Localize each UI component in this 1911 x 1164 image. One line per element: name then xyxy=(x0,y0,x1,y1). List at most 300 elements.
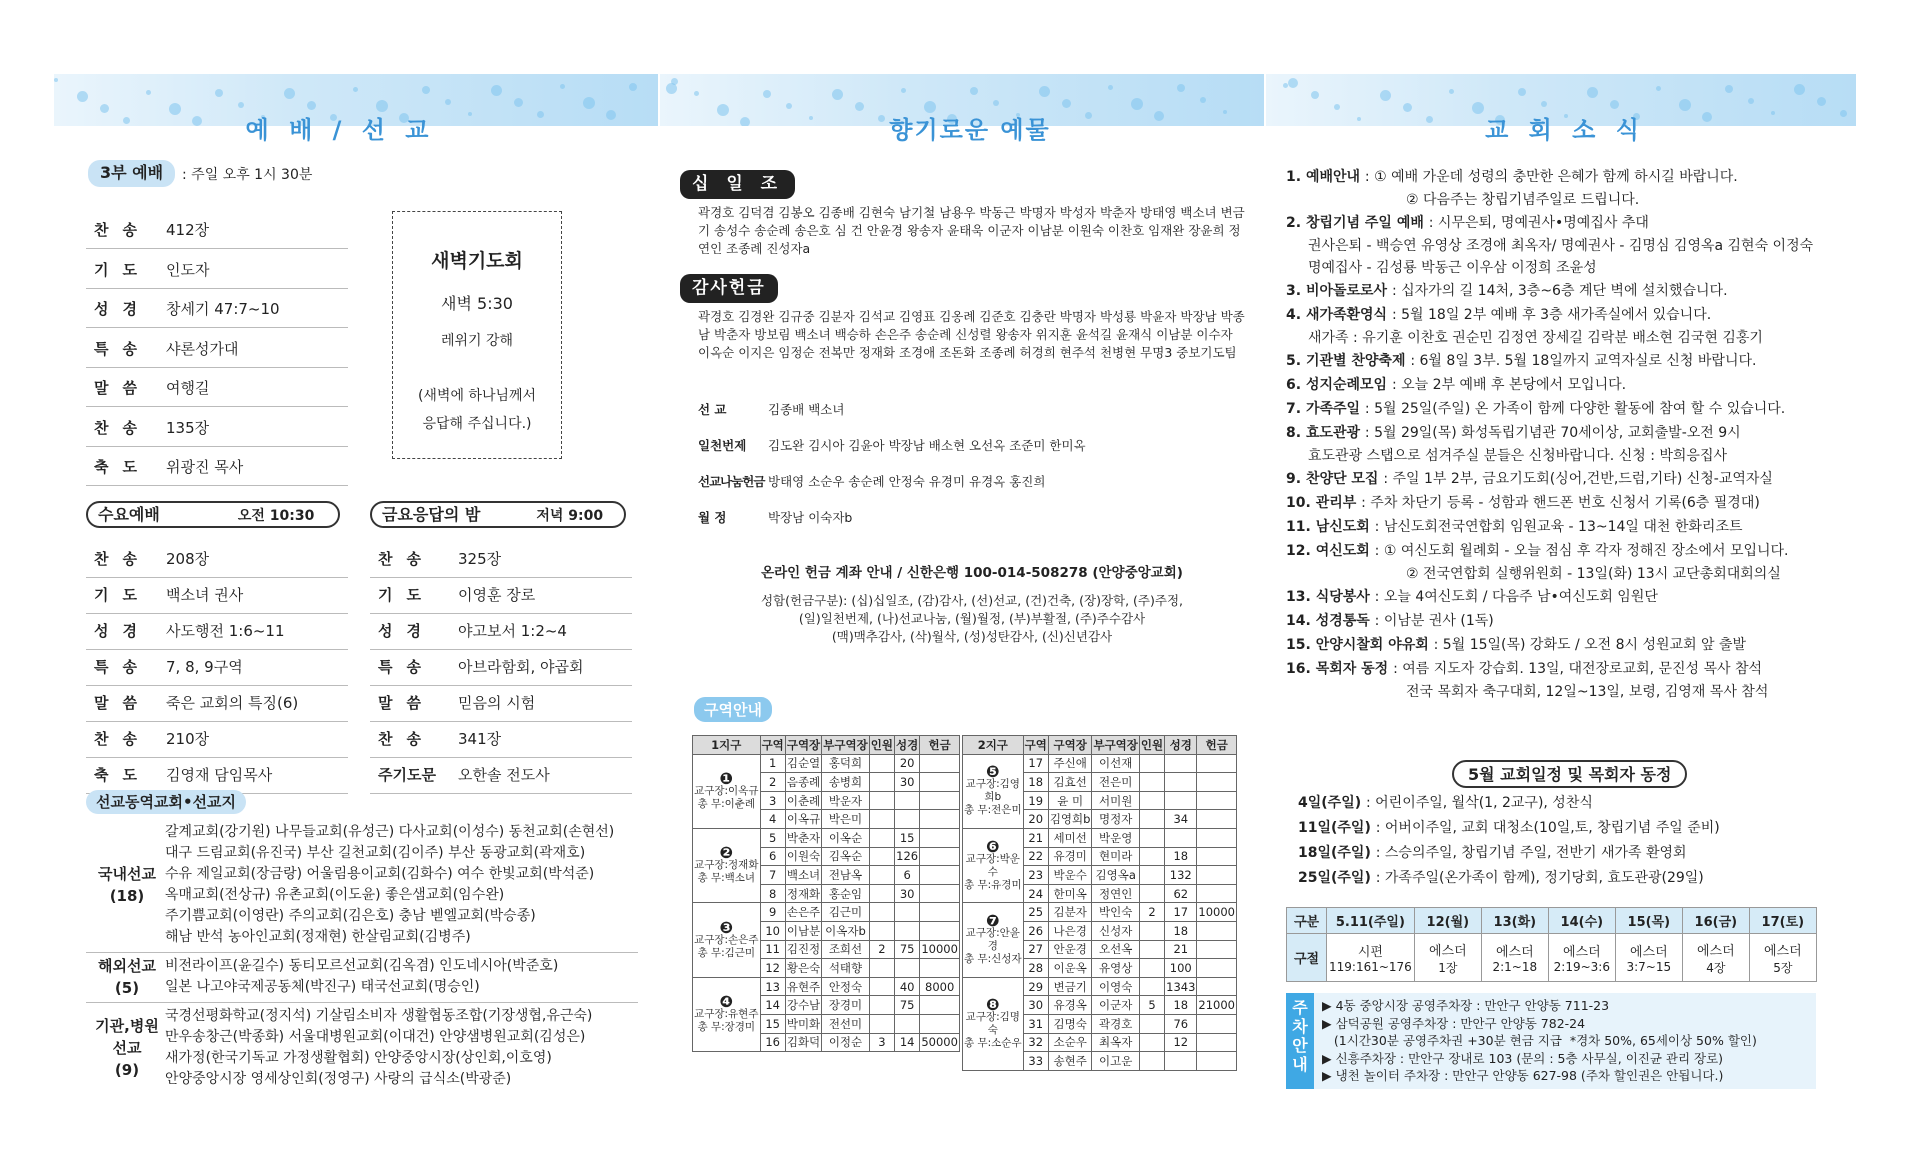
zone-cell: 1343 xyxy=(1165,977,1197,996)
flower-dot xyxy=(1283,83,1288,88)
worship3-label xyxy=(88,160,175,187)
order-row xyxy=(370,612,632,650)
flower-dot xyxy=(1062,99,1071,108)
schedule-day-row xyxy=(1287,908,1817,934)
worship3-time: : 주일 오후 1시 30분 xyxy=(182,167,313,183)
mission-label-text: 선교동역교회•선교지 xyxy=(96,793,236,811)
zone-cell xyxy=(1139,866,1164,885)
flower-dot xyxy=(1357,117,1361,121)
zone-cell: 19 xyxy=(1023,791,1048,810)
zone-cell xyxy=(920,959,960,978)
zone-cell: 15 xyxy=(895,828,920,847)
mission-group-name: 해외선교 xyxy=(98,957,156,975)
zone-cell xyxy=(1165,791,1197,810)
notice-number: 1. xyxy=(1286,169,1306,185)
zone-cell: 18 xyxy=(1165,996,1197,1015)
zone-cell: 전남옥 xyxy=(822,866,870,885)
zone-cell: 10000 xyxy=(920,940,960,959)
zone-cell xyxy=(1165,1052,1197,1071)
zone-cell xyxy=(869,810,894,829)
notice-line xyxy=(1286,467,1773,491)
schedule-cell xyxy=(1327,934,1415,982)
zone-cell: 정연인 xyxy=(1092,884,1139,903)
notice-heading: 기관별 찬양축제 xyxy=(1305,353,1411,369)
zone-cell: 김영희b xyxy=(1048,810,1092,829)
zone-cell: 4 xyxy=(760,810,785,829)
notice-text: : 시무은퇴, 명예권사•명예집사 추대 xyxy=(1428,215,1649,231)
schedule-label-day: 구분 xyxy=(1287,908,1327,934)
zone-cell: 22 xyxy=(1023,847,1048,866)
mission-line: 해남 반석 농아인교회(정재현) 한살림교회(김병주) xyxy=(165,929,471,945)
zone-cell: 20 xyxy=(1023,810,1048,829)
notice-line xyxy=(1286,279,1728,303)
notice-item xyxy=(1286,515,1743,539)
schedule-verse-row xyxy=(1287,934,1817,982)
notice-line xyxy=(1286,491,1760,515)
mission-line: 옥매교회(전상규) 유촌교회(이도윤) 좋은샘교회(임수완) xyxy=(165,887,505,903)
zone-cell xyxy=(1197,847,1237,866)
zone-cell xyxy=(1139,847,1164,866)
order-value: 오한솔 전도사 xyxy=(458,766,550,784)
zone-cell: 석태향 xyxy=(822,959,870,978)
flower-dot xyxy=(763,90,771,98)
schedule-book: 에스더 xyxy=(1696,943,1735,959)
order-row xyxy=(370,576,632,614)
flower-dot xyxy=(1587,87,1598,98)
parking-info xyxy=(1286,993,1816,1089)
zone-group-gm: 총 무:장경미 xyxy=(697,1020,756,1033)
parking-side-label xyxy=(1286,993,1314,1089)
mission-divider xyxy=(86,1002,638,1003)
mission-group-name2: 선교 xyxy=(112,1039,142,1057)
zone-cell xyxy=(920,884,960,903)
notice-heading: 목회자 동정 xyxy=(1315,661,1394,677)
zone-cell: 세미선 xyxy=(1048,828,1092,847)
zone-cell: 5 xyxy=(1139,996,1164,1015)
zone-cell xyxy=(869,903,894,922)
zone-cell: 33 xyxy=(1023,1052,1048,1071)
parking-line: (1시간30분 공영주차권 +30분 현금 지급 *경차 50%, 65세이상 50% 할인) xyxy=(1322,1033,1757,1048)
zone-cell: 이영숙 xyxy=(1092,977,1139,996)
zone-header-cell: 부구역장 xyxy=(822,736,870,755)
flower-dot xyxy=(1311,91,1319,99)
zone-cell: 3 xyxy=(760,791,785,810)
offering-row xyxy=(698,472,1045,490)
calendar-title: 5월 교회일정 및 목회자 동정 xyxy=(1452,760,1687,788)
zone-cell: 12 xyxy=(760,959,785,978)
zone-cell: 홍덕희 xyxy=(822,754,870,773)
zone-cell xyxy=(1139,1033,1164,1052)
zone-header-cell: 구역장 xyxy=(1048,736,1092,755)
flower-dot xyxy=(1794,84,1805,95)
notice-number: 13. xyxy=(1286,589,1316,605)
zone-cell: 126 xyxy=(895,847,920,866)
order-row xyxy=(86,251,348,289)
dawn-note-line1: (새벽에 하나님께서 xyxy=(417,388,537,404)
notice-line xyxy=(1286,211,1813,235)
order-row xyxy=(370,720,632,758)
offering-names: 김종배 백소녀 xyxy=(768,402,845,417)
notice-item xyxy=(1286,349,1756,373)
zone-header-cell: 2지구 xyxy=(963,736,1024,755)
zone-cell xyxy=(1139,828,1164,847)
zone-row xyxy=(693,754,960,773)
zone-cell: 18 xyxy=(1165,847,1197,866)
zone-group-chief: 교구장:김영희b xyxy=(965,778,1020,804)
flower-dot xyxy=(146,90,151,95)
notice-number: 3. xyxy=(1286,283,1306,299)
zone-cell: 이정순 xyxy=(822,1033,870,1052)
zone-cell: 유영상 xyxy=(1092,959,1139,978)
notice-heading: 찬양단 모집 xyxy=(1305,471,1384,487)
zone-group-cell xyxy=(963,828,1024,902)
zone-cell: 음종례 xyxy=(785,773,821,792)
zone-cell: 이옥자b xyxy=(822,921,870,940)
zone-cell: 23 xyxy=(1023,866,1048,885)
flower-dot xyxy=(1679,99,1691,111)
zone-group-number: ❹ xyxy=(719,991,734,1011)
flower-dot xyxy=(1223,110,1227,114)
zone-cell xyxy=(895,791,920,810)
zone-cell xyxy=(895,903,920,922)
order-key: 기도 xyxy=(378,586,435,604)
zone-row xyxy=(693,903,960,922)
order-key: 찬송 xyxy=(94,550,151,568)
zone-cell: 21 xyxy=(1023,828,1048,847)
flower-dot xyxy=(717,104,729,116)
offering-names: 김도완 김시아 김윤아 박장남 배소현 오선옥 조준미 한미옥 xyxy=(768,438,1086,453)
zone-group-cell xyxy=(963,754,1024,828)
order-value: 아브라함회, 야곱회 xyxy=(458,658,584,676)
zone-table-left xyxy=(692,735,960,1052)
flower-dot xyxy=(970,87,978,95)
zone-cell xyxy=(1197,1014,1237,1033)
zone-cell: 이고운 xyxy=(1092,1052,1139,1071)
calendar-row xyxy=(1298,867,1704,887)
zone-group-chief: 교구장:정재화 xyxy=(694,859,759,872)
flower-dot xyxy=(353,87,358,92)
zone-cell xyxy=(869,847,894,866)
offering-names: 박장남 이숙자b xyxy=(768,510,853,525)
zone-cell xyxy=(1165,754,1197,773)
order-value: 인도자 xyxy=(166,260,210,279)
zone-group-gm: 총 무:신성자 xyxy=(964,953,1022,966)
zone-cell: 50000 xyxy=(920,1033,960,1052)
schedule-book: 에스더 xyxy=(1428,943,1467,959)
order-row xyxy=(86,756,348,794)
order-key: 찬송 xyxy=(378,730,435,748)
zone-group-number: ❻ xyxy=(986,836,1000,856)
mission-group-label xyxy=(86,1015,168,1081)
zone-cell xyxy=(920,810,960,829)
zone-cell: 32 xyxy=(1023,1033,1048,1052)
flower-dot xyxy=(238,102,244,108)
mission-line: 수유 제일교회(장금랑) 어울림용이교회(김화수) 여수 한빛교회(박석준) xyxy=(165,866,595,882)
flower-dot xyxy=(993,100,999,106)
order-value: 여행길 xyxy=(166,379,210,397)
zone-group-chief: 교구장:안윤경 xyxy=(965,927,1020,953)
zone-header-cell: 헌금 xyxy=(920,736,960,755)
calendar-text: : 스승의주일, 창립기념 주일, 전반기 새가족 환영회 xyxy=(1375,845,1687,861)
zone-cell xyxy=(920,996,960,1015)
zone-cell: 김명숙 xyxy=(1048,1014,1092,1033)
zone-cell: 조희선 xyxy=(822,940,870,959)
order-row xyxy=(86,540,348,578)
zone-cell: 75 xyxy=(895,996,920,1015)
parking-line: ▶ 냉천 놀이터 주차장 : 만안구 안양동 627-98 (주차 할인권은 안됩니다.) xyxy=(1322,1068,1724,1083)
order-row xyxy=(370,648,632,686)
zone-cell xyxy=(1197,977,1237,996)
zone-cell xyxy=(1139,810,1164,829)
flower-dot xyxy=(1771,111,1775,115)
order-key: 기도 xyxy=(94,260,151,279)
zone-cell: 5 xyxy=(760,828,785,847)
notice-item xyxy=(1286,279,1728,303)
notice-line xyxy=(1286,609,1494,633)
zone-label: 구역안내 xyxy=(694,697,772,722)
zone-cell: 현미라 xyxy=(1092,847,1139,866)
zone-cell: 황은숙 xyxy=(785,959,821,978)
zone-row xyxy=(963,828,1237,847)
mission-group-count: (18) xyxy=(109,887,145,905)
notice-text: : 5월 25일(주일) 온 가족이 함께 다양한 활동에 참여 할 수 있습니다. xyxy=(1364,401,1786,417)
notice-line xyxy=(1286,397,1785,421)
notice-item xyxy=(1286,633,1746,657)
notice-subline: 새가족 : 유기훈 이찬호 권순민 김정연 장세길 김락분 배소현 김국현 김홍기 xyxy=(1308,330,1763,346)
parking-line: ▶ 4동 중앙시장 공영주차장 : 만안구 안양동 711-23 xyxy=(1322,998,1610,1013)
mission-group-name: 국내선교 xyxy=(98,865,156,883)
zone-cell: 62 xyxy=(1165,884,1197,903)
zone-cell: 12 xyxy=(1165,1033,1197,1052)
notice-heading: 식당봉사 xyxy=(1315,589,1375,605)
zone-cell: 34 xyxy=(1165,810,1197,829)
flower-dot xyxy=(1039,86,1050,97)
order-key: 성경 xyxy=(94,300,151,318)
zone-cell: 9 xyxy=(760,903,785,922)
notice-subline: 명예집사 - 김성룡 박동근 이우삼 이정희 조윤성 xyxy=(1308,260,1597,276)
order-value: 샤론성가대 xyxy=(166,339,239,358)
schedule-day: 14(수) xyxy=(1548,908,1615,934)
zone-cell xyxy=(920,921,960,940)
zone-cell: 김분자 xyxy=(1048,903,1092,922)
zone-cell xyxy=(920,1014,960,1033)
order-row xyxy=(86,409,348,447)
flower-dot xyxy=(77,91,88,102)
notice-heading: 남신도회 xyxy=(1315,519,1375,535)
thanks-label: 감사헌금 xyxy=(680,274,778,303)
zone-cell: 6 xyxy=(895,866,920,885)
zone-cell xyxy=(1197,773,1237,792)
order-value: 이영훈 장로 xyxy=(458,586,536,604)
zone-row xyxy=(963,903,1237,922)
flower-dot xyxy=(1403,103,1412,112)
parking-line: ▶ 삼덕공원 공영주차장 : 만안구 안양동 782-24 xyxy=(1322,1015,1586,1031)
zone-cell xyxy=(895,921,920,940)
order-value: 야고보서 1:2~4 xyxy=(458,622,567,640)
header-title-left: 예 배 / 선 교 xyxy=(245,116,435,144)
zone-cell: 윤 미 xyxy=(1048,791,1092,810)
zone-cell: 신성자 xyxy=(1092,921,1139,940)
zone-cell: 명정자 xyxy=(1092,810,1139,829)
notice-text: : 여름 지도자 강습회. 13일, 대전장로교회, 문진성 목사 참석 xyxy=(1393,661,1763,677)
flower-dot xyxy=(901,88,906,93)
zone-group-cell xyxy=(693,754,761,828)
notice-line xyxy=(1286,585,1658,609)
order-row xyxy=(86,330,348,368)
zone-cell: 정재화 xyxy=(785,884,821,903)
order-key: 특송 xyxy=(94,339,151,358)
calendar-row xyxy=(1298,817,1720,837)
dawn-note xyxy=(393,382,561,438)
schedule-day: 12(월) xyxy=(1414,908,1481,934)
zone-cell: 송병희 xyxy=(822,773,870,792)
zone-header-cell: 부구역장 xyxy=(1092,736,1139,755)
zone-group-cell xyxy=(963,903,1024,977)
zone-cell: 14 xyxy=(760,996,785,1015)
offering-type: 일천번제 xyxy=(698,438,747,453)
zone-cell xyxy=(895,810,920,829)
notice-number: 14. xyxy=(1286,613,1316,629)
zone-cell: 21000 xyxy=(1197,996,1237,1015)
mission-line: 국경선평화학교(정지석) 기살림소비자 생활협동조합(기장생협,유근숙) xyxy=(165,1008,593,1024)
mission-label xyxy=(86,790,246,814)
zone-cell xyxy=(895,959,920,978)
zone-cell xyxy=(869,959,894,978)
flower-dot xyxy=(54,78,58,82)
zone-cell: 76 xyxy=(1165,1014,1197,1033)
zone-cell: 이운옥 xyxy=(1048,959,1092,978)
notice-text: : 오늘 4여신도회 / 다음주 남•여신도회 임원단 xyxy=(1374,589,1658,605)
calendar-date: 25일(주일) xyxy=(1298,870,1376,886)
zone-cell: 이군자 xyxy=(1092,996,1139,1015)
schedule-book: 에스더 xyxy=(1763,943,1802,959)
mission-group-name: 기관,병원 xyxy=(95,1017,159,1035)
thanks-names: 곽경호 김경완 김규중 김분자 김석교 김영표 김옹례 김준호 김충란 박명자 박성룡 박윤자 박장남 박종남 박춘자 방보림 백소녀 백승하 손은주 송순례 신성렬 왕송자 위지훈 윤석길 윤재식 이남분 이수자 이옥순 이지은 임정순 전복만 정재화 조경애 조돈화 조종례 허경희 현주석 천병현 무명3 중보기도팀 xyxy=(698,309,1245,360)
zone-cell xyxy=(1139,940,1164,959)
flower-dot xyxy=(809,116,813,120)
order-key: 말씀 xyxy=(94,694,151,712)
zone-group-number: ❸ xyxy=(719,917,734,937)
notice-heading: 창립기념 주일 예배 xyxy=(1305,215,1429,231)
notice-line xyxy=(1286,539,1789,563)
schedule-verse: 2:19~3:6 xyxy=(1553,960,1610,974)
online-giving xyxy=(698,564,1246,646)
notice-number: 9. xyxy=(1286,471,1306,487)
notice-text: : 주차 차단기 등록 - 성함과 핸드폰 번호 신청서 기록(6층 필경대) xyxy=(1361,495,1760,511)
schedule-verse: 1장 xyxy=(1438,960,1458,975)
notice-subline: ② 다음주는 창립기념주일로 드립니다. xyxy=(1406,192,1640,208)
calendar-text: : 어버이주일, 교회 대청소(10일,토, 창립기념 주일 준비) xyxy=(1375,820,1720,836)
order-row xyxy=(370,684,632,722)
flower-dot xyxy=(1449,89,1454,94)
zone-cell: 소순우 xyxy=(1048,1033,1092,1052)
notice-text: : 오늘 2부 예배 후 본당에서 모입니다. xyxy=(1391,377,1627,393)
zone-cell xyxy=(1139,959,1164,978)
zone-cell xyxy=(1197,810,1237,829)
notice-heading: 여신도회 xyxy=(1315,543,1375,559)
notice-heading: 비아돌로로사 xyxy=(1305,283,1392,299)
schedule-day: 5.11(주일) xyxy=(1327,908,1415,934)
zone-group-chief: 교구장:박운수 xyxy=(965,852,1020,878)
notice-item xyxy=(1286,609,1494,633)
zone-cell: 오선옥 xyxy=(1092,940,1139,959)
notice-text: : 남신도회전국연합회 임원교육 - 13~14일 대천 한화리조트 xyxy=(1374,519,1743,535)
flower-dot xyxy=(215,89,223,97)
dawn-book: 레위기 강해 xyxy=(440,333,514,349)
flower-dot xyxy=(491,85,502,96)
notice-line xyxy=(1286,373,1626,397)
zone-header-row xyxy=(963,736,1237,755)
notice-line xyxy=(1286,515,1743,539)
offering-row xyxy=(698,436,1086,454)
mission-group-text xyxy=(165,1006,592,1090)
flower-dot xyxy=(1518,88,1526,96)
zone-cell: 주신애 xyxy=(1048,754,1092,773)
zone-cell: 이선재 xyxy=(1092,754,1139,773)
mission-line: 주기쁨교회(이영란) 주의교회(김은호) 충남 벧엘교회(박승종) xyxy=(165,908,536,924)
mission-group-text xyxy=(165,822,614,948)
zone-cell xyxy=(869,791,894,810)
mission-line: 대구 드림교회(유진국) 부산 길천교회(김이주) 부산 동광교회(곽재호) xyxy=(165,845,586,861)
zone-group-gm: 총 무:백소녀 xyxy=(697,872,756,885)
zone-group-gm: 총 무:전은미 xyxy=(964,804,1022,817)
zone-cell: 김옥순 xyxy=(822,847,870,866)
mission-group-count: (5) xyxy=(114,979,140,997)
calendar-row xyxy=(1298,792,1593,812)
zone-cell: 16 xyxy=(760,1033,785,1052)
zone-cell: 6 xyxy=(760,847,785,866)
notice-subline: 권사은퇴 - 백승연 유영상 조경애 최옥자/ 명예권사 - 김명심 김영옥a 김현숙 이정숙 xyxy=(1308,238,1814,254)
flower-dot xyxy=(1840,110,1847,117)
zone-group-number: ❺ xyxy=(986,762,1000,782)
order-value: 208장 xyxy=(166,550,210,568)
flower-dot xyxy=(1725,85,1733,93)
schedule-day: 13(화) xyxy=(1481,908,1548,934)
notice-line xyxy=(1286,165,1738,189)
notice-item xyxy=(1286,397,1785,421)
calendar-text: : 어린이주일, 월삭(1, 2교구), 성찬식 xyxy=(1365,795,1593,811)
flower-dot xyxy=(123,117,130,124)
order-value: 믿음의 시험 xyxy=(458,694,536,712)
order-row xyxy=(86,290,348,328)
dawn-title: 새벽기도회 xyxy=(431,250,523,272)
order-value: 죽은 교회의 특징(6) xyxy=(166,694,299,712)
flower-dot xyxy=(1108,85,1113,90)
zone-cell xyxy=(869,977,894,996)
zone-cell: 박미화 xyxy=(785,1014,821,1033)
schedule-verse: 119:161~176 xyxy=(1329,960,1412,974)
notice-item xyxy=(1286,467,1773,491)
notice-item xyxy=(1286,373,1626,397)
order-row xyxy=(86,648,348,686)
notice-subline: 효도관광 스탭으로 섬겨주실 분들은 신청바랍니다. 신청 : 박희응집사 xyxy=(1308,448,1727,464)
notice-subline: ② 전국연합회 실행위원회 - 13일(화) 13시 교단총회대회의실 xyxy=(1406,566,1781,582)
zone-cell xyxy=(869,828,894,847)
zone-cell xyxy=(1165,828,1197,847)
notice-text: : ① 여신도회 월례회 - 오늘 점심 후 각자 정해진 장소에서 모입니다. xyxy=(1374,543,1789,559)
order-value: 사도행전 1:6~11 xyxy=(166,622,285,640)
zone-cell xyxy=(1197,1033,1237,1052)
order-value: 412장 xyxy=(166,221,210,239)
calendar-text: : 가족주일(온가족이 함께), 정기당회, 효도관광(29일) xyxy=(1375,870,1704,886)
zone-cell: 1 xyxy=(760,754,785,773)
flower-dot xyxy=(583,97,595,109)
zone-cell: 31 xyxy=(1023,1014,1048,1033)
header-title-middle: 향기로운 예물 xyxy=(889,116,1051,144)
order-key: 축도 xyxy=(94,766,151,784)
worship3-label-text: 3부 예배 xyxy=(100,163,164,182)
zone-cell: 15 xyxy=(760,1014,785,1033)
